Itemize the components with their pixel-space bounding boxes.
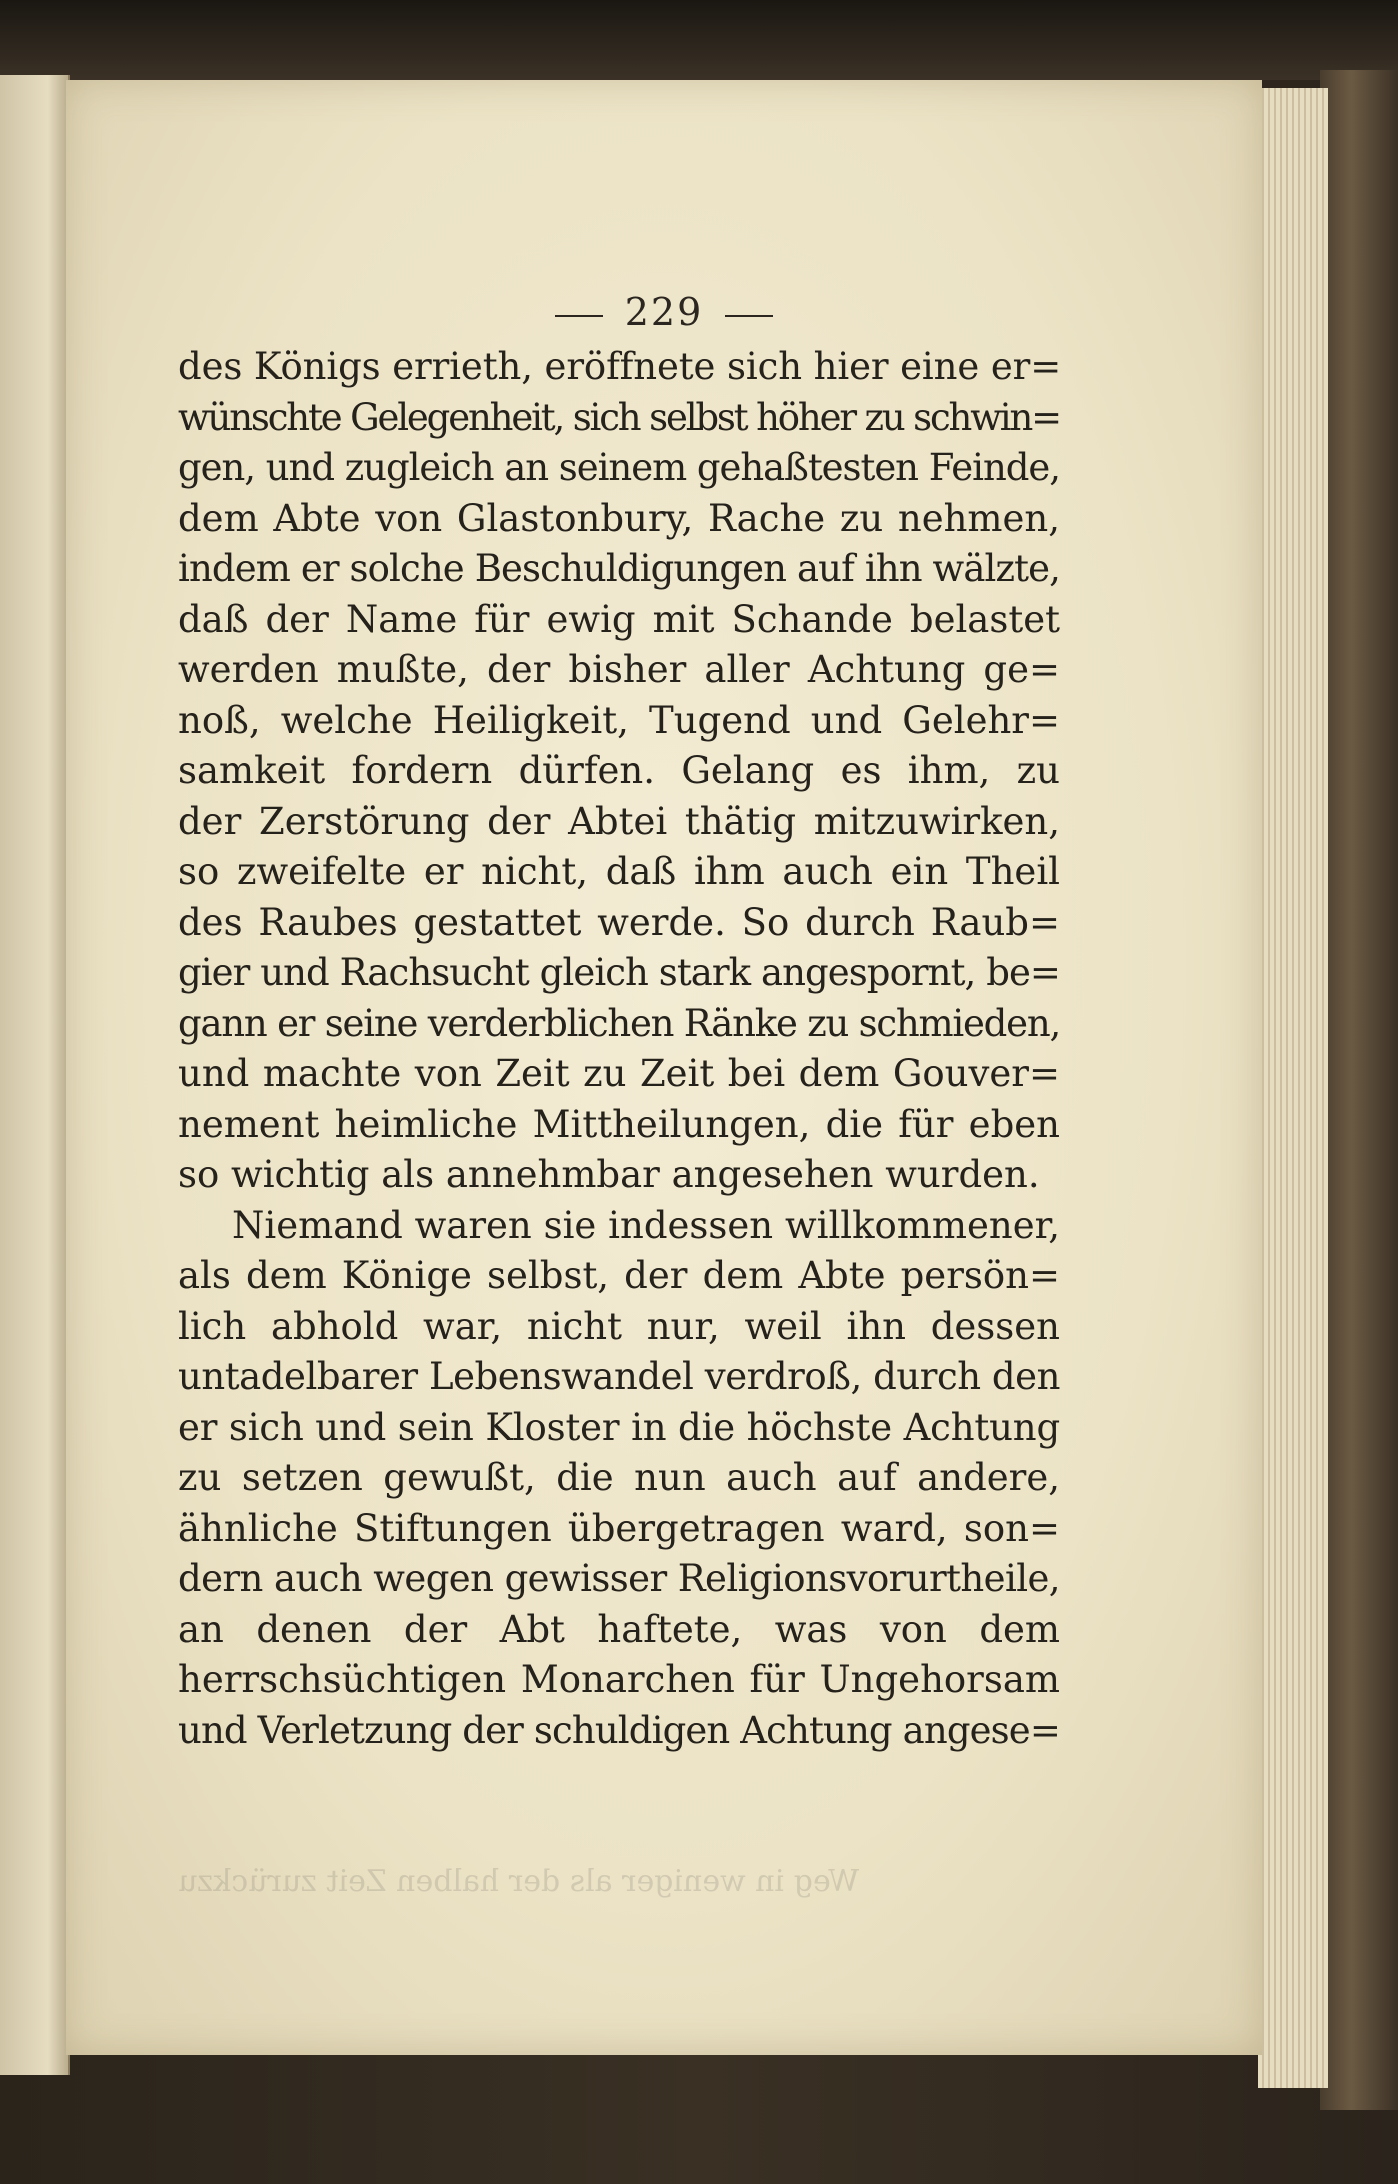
text-line: des Königs errieth, eröffnete sich hier eine er= — [178, 345, 1062, 388]
text-line: als dem Könige selbst, der dem Abte persön= — [178, 1254, 1060, 1297]
text-line: des Raubes gestattet werde. So durch Raub= — [178, 900, 1060, 944]
text-line: dern auch wegen gewisser Religionsvorurtheile, — [178, 1557, 1060, 1600]
text-line: herrschsüchtigen Monarchen für Ungehorsam — [178, 1658, 1060, 1701]
text-line: indem er solche Beschuldigungen auf ihn wälzte, — [178, 547, 1060, 590]
text-line: gen, und zugleich an seinem gehaßtesten Feinde, — [178, 446, 1060, 489]
text-line: er sich und sein Kloster in die höchste Achtung — [178, 1405, 1060, 1449]
text-line: gier und Rachsucht gleich stark angespornt, be= — [178, 951, 1060, 994]
text-line: gann er seine verderblichen Ränke zu schmieden, — [178, 1001, 1060, 1045]
text-line: untadelbarer Lebenswandel verdroß, durch den — [178, 1355, 1060, 1398]
book-binding-top — [0, 0, 1398, 80]
text-line: werden mußte, der bisher aller Achtung ge= — [178, 648, 1060, 691]
text-line: noß, welche Heiligkeit, Tugend und Gelehr= — [178, 698, 1060, 742]
page-number: 229 — [624, 290, 704, 334]
text-line: an denen der Abt haftete, was von dem — [178, 1607, 1060, 1651]
page-header — [66, 290, 1262, 334]
book-cover-edge — [1320, 70, 1398, 2110]
bleed-through-text: Weg in weniger als der halben Zeit zurückzu — [178, 1864, 860, 1899]
text-line: so zweifelte er nicht, daß ihm auch ein Theil — [178, 850, 1060, 893]
text-line: lich abhold war, nicht nur, weil ihn dessen — [178, 1304, 1060, 1348]
page-stack-edge — [1258, 88, 1328, 2088]
text-line: nement heimliche Mittheilungen, die für eben — [178, 1102, 1060, 1146]
text-line: dem Abte von Glastonbury, Rache zu nehmen, — [178, 496, 1060, 540]
text-line: zu setzen gewußt, die nun auch auf andere, — [178, 1456, 1060, 1499]
header-dash-right — [725, 315, 773, 317]
header-dash-left — [555, 315, 603, 317]
text-line: der Zerstörung der Abtei thätig mitzuwirken, — [178, 799, 1060, 843]
body-text — [178, 342, 1060, 1756]
text-line: und Verletzung der schuldigen Achtung angese= — [178, 1708, 1060, 1752]
text-line: ähnliche Stiftungen übergetragen ward, son= — [178, 1506, 1060, 1550]
book-page — [66, 80, 1262, 2055]
text-line-paragraph-start: Niemand waren sie indessen willkommener, — [232, 1203, 1060, 1247]
text-line: samkeit fordern dürfen. Gelang es ihm, zu — [178, 749, 1060, 792]
left-page-edge — [0, 75, 70, 2075]
text-line: wünschte Gelegenheit, sich selbst höher zu schwin= — [178, 395, 1060, 439]
text-line: daß der Name für ewig mit Schande belastet — [178, 597, 1060, 641]
text-line: so wichtig als annehmbar angesehen wurden. — [178, 1153, 1040, 1196]
text-line: und machte von Zeit zu Zeit bei dem Gouver= — [178, 1052, 1060, 1095]
